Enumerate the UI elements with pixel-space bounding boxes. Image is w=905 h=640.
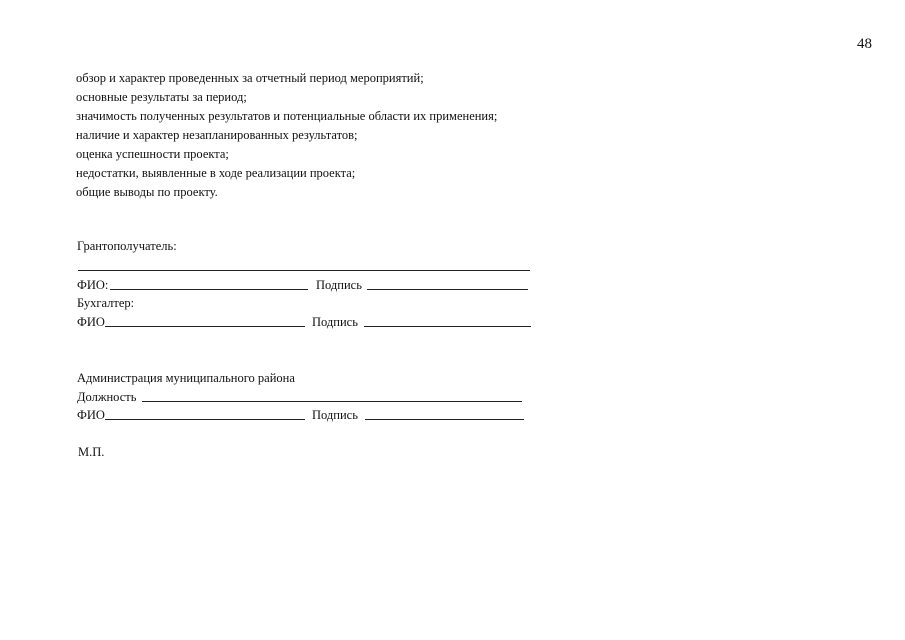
administration-position-label: Должность	[77, 390, 137, 404]
grantee-signature-label: Подпись	[316, 278, 362, 292]
list-item: обзор и характер проведенных за отчетный период мероприятий;	[76, 71, 424, 85]
administration-position-line[interactable]	[142, 401, 522, 402]
administration-fio-label: ФИО	[77, 408, 105, 422]
administration-fio-line[interactable]	[105, 419, 305, 420]
grantee-signature-line[interactable]	[367, 289, 528, 290]
list-item: наличие и характер незапланированных результатов;	[76, 128, 358, 142]
grantee-heading: Грантополучатель:	[77, 239, 177, 253]
grantee-name-line[interactable]	[78, 270, 530, 271]
accountant-signature-line[interactable]	[364, 326, 531, 327]
list-item: общие выводы по проекту.	[76, 185, 218, 199]
administration-signature-line[interactable]	[365, 419, 524, 420]
administration-signature-label: Подпись	[312, 408, 358, 422]
accountant-fio-label: ФИО	[77, 315, 105, 329]
list-item: значимость полученных результатов и потенциальные области их применения;	[76, 109, 498, 123]
grantee-fio-line[interactable]	[110, 289, 308, 290]
page-number: 48	[857, 36, 872, 52]
grantee-fio-label: ФИО:	[77, 278, 109, 292]
list-item: основные результаты за период;	[76, 90, 247, 104]
accountant-heading: Бухгалтер:	[77, 296, 135, 310]
list-item: недостатки, выявленные в ходе реализации проекта;	[76, 166, 356, 180]
list-item: оценка успешности проекта;	[76, 147, 229, 161]
accountant-fio-line[interactable]	[105, 326, 305, 327]
accountant-signature-label: Подпись	[312, 315, 358, 329]
administration-heading: Администрация муниципального района	[77, 371, 295, 385]
stamp-label: М.П.	[78, 445, 105, 459]
